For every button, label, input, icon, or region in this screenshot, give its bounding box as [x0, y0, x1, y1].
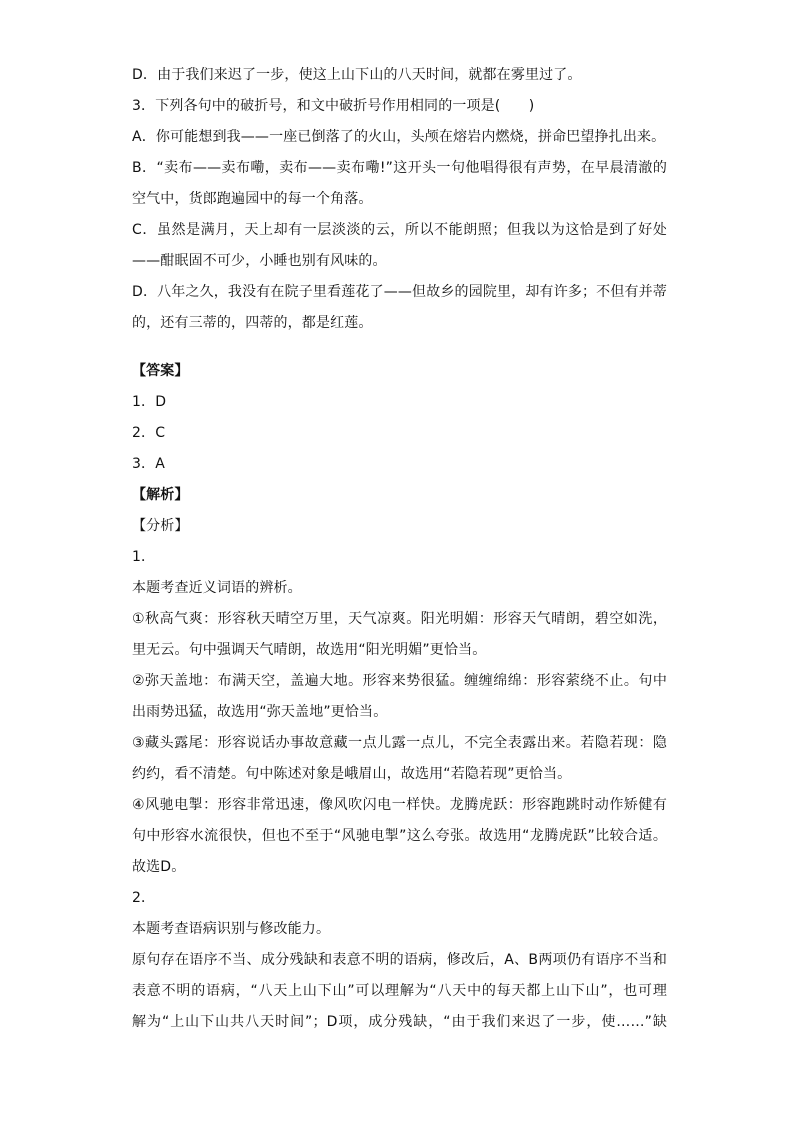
answers-heading: 【答案】 [132, 363, 189, 379]
q1-p4-line2: 句中形容水流很快，但也不至于“风驰电掣”这么夸张。故选用“龙腾虎跃”比较合适。 [132, 828, 667, 844]
q1-p2-line1: ②弥天盖地：布满天空，盖遍大地。形容来势很猛。缠缠绵绵：形容萦绕不止。句中 [132, 673, 667, 689]
q2-option-d: D．由于我们来迟了一步，使这上山下山的八天时间，就都在雾里过了。 [132, 67, 582, 83]
q3-option-c-line1: C．虽然是满月，天上却有一层淡淡的云，所以不能朗照；但我以为这恰是到了好处 [132, 222, 667, 238]
q3-option-d-line1: D．八年之久，我没有在院子里看莲花了——但故乡的园院里，却有许多；不但有并蒂 [132, 284, 667, 300]
q1-p2-line2: 出雨势迅猛，故选用“弥天盖地”更恰当。 [132, 704, 388, 720]
section-gap [132, 339, 667, 356]
answer-item-1: 1．D [132, 394, 167, 410]
q2-p1-line3: 解为“上山下山共八天时间”；D项，成分残缺，“由于我们来迟了一步，使……”缺 [132, 1014, 667, 1030]
q1-p1-line2: 里无云。句中强调天气晴朗，故选用“阳光明媚”更恰当。 [132, 642, 487, 658]
q1-intro: 本题考查近义词语的辨析。 [132, 580, 302, 596]
q3-option-c-line2: ——酣眠固不可少，小睡也别有风味的。 [132, 253, 387, 269]
q2-p1-line2: 表意不明的语病，“八天上山下山”可以理解为“八天中的每天都上山下山”，也可理 [132, 983, 667, 999]
q3-option-a: A．你可能想到我——一座已倒落了的火山，头颅在熔岩内燃烧，拼命巴望挣扎出来。 [132, 129, 666, 145]
q3-option-d-line2: 的，还有三蒂的，四蒂的，都是红莲。 [132, 315, 373, 331]
q2-number: 2． [132, 890, 156, 906]
document-page [132, 60, 667, 1038]
q3-option-b-line2: 空气中，货郎跑遍园中的每一个角落。 [132, 191, 373, 207]
analysis-subheading: 【分析】 [132, 518, 189, 534]
q3-option-b-line1: B．“卖布——卖布嘞，卖布——卖布嘞!”这开头一句他唱得很有声势，在早晨清澈的 [132, 160, 667, 176]
q1-p3-line1: ③藏头露尾：形容说话办事故意藏一点儿露一点儿，不完全表露出来。若隐若现：隐 [132, 735, 667, 751]
q3-stem: 3．下列各句中的破折号，和文中破折号作用相同的一项是( ) [132, 98, 535, 114]
answer-item-3: 3．A [132, 456, 165, 472]
q1-p1-line1: ①秋高气爽：形容秋天晴空万里，天气凉爽。阳光明媚：形容天气晴朗，碧空如洗， [132, 611, 667, 627]
answer-item-2: 2．C [132, 425, 166, 441]
q1-conclusion: 故选D。 [132, 859, 186, 875]
q1-p4-line1: ④风驰电掣：形容非常迅速，像风吹闪电一样快。龙腾虎跃：形容跑跳时动作矫健有 [132, 797, 667, 813]
q1-p3-line2: 约约，看不清楚。句中陈述对象是峨眉山，故选用“若隐若现”更恰当。 [132, 766, 572, 782]
analysis-heading: 【解析】 [132, 487, 189, 503]
q2-p1-line1: 原句存在语序不当、成分残缺和表意不明的语病，修改后，A、B两项仍有语序不当和 [132, 952, 667, 968]
q1-number: 1． [132, 549, 156, 565]
q2-intro: 本题考查语病识别与修改能力。 [132, 921, 331, 937]
